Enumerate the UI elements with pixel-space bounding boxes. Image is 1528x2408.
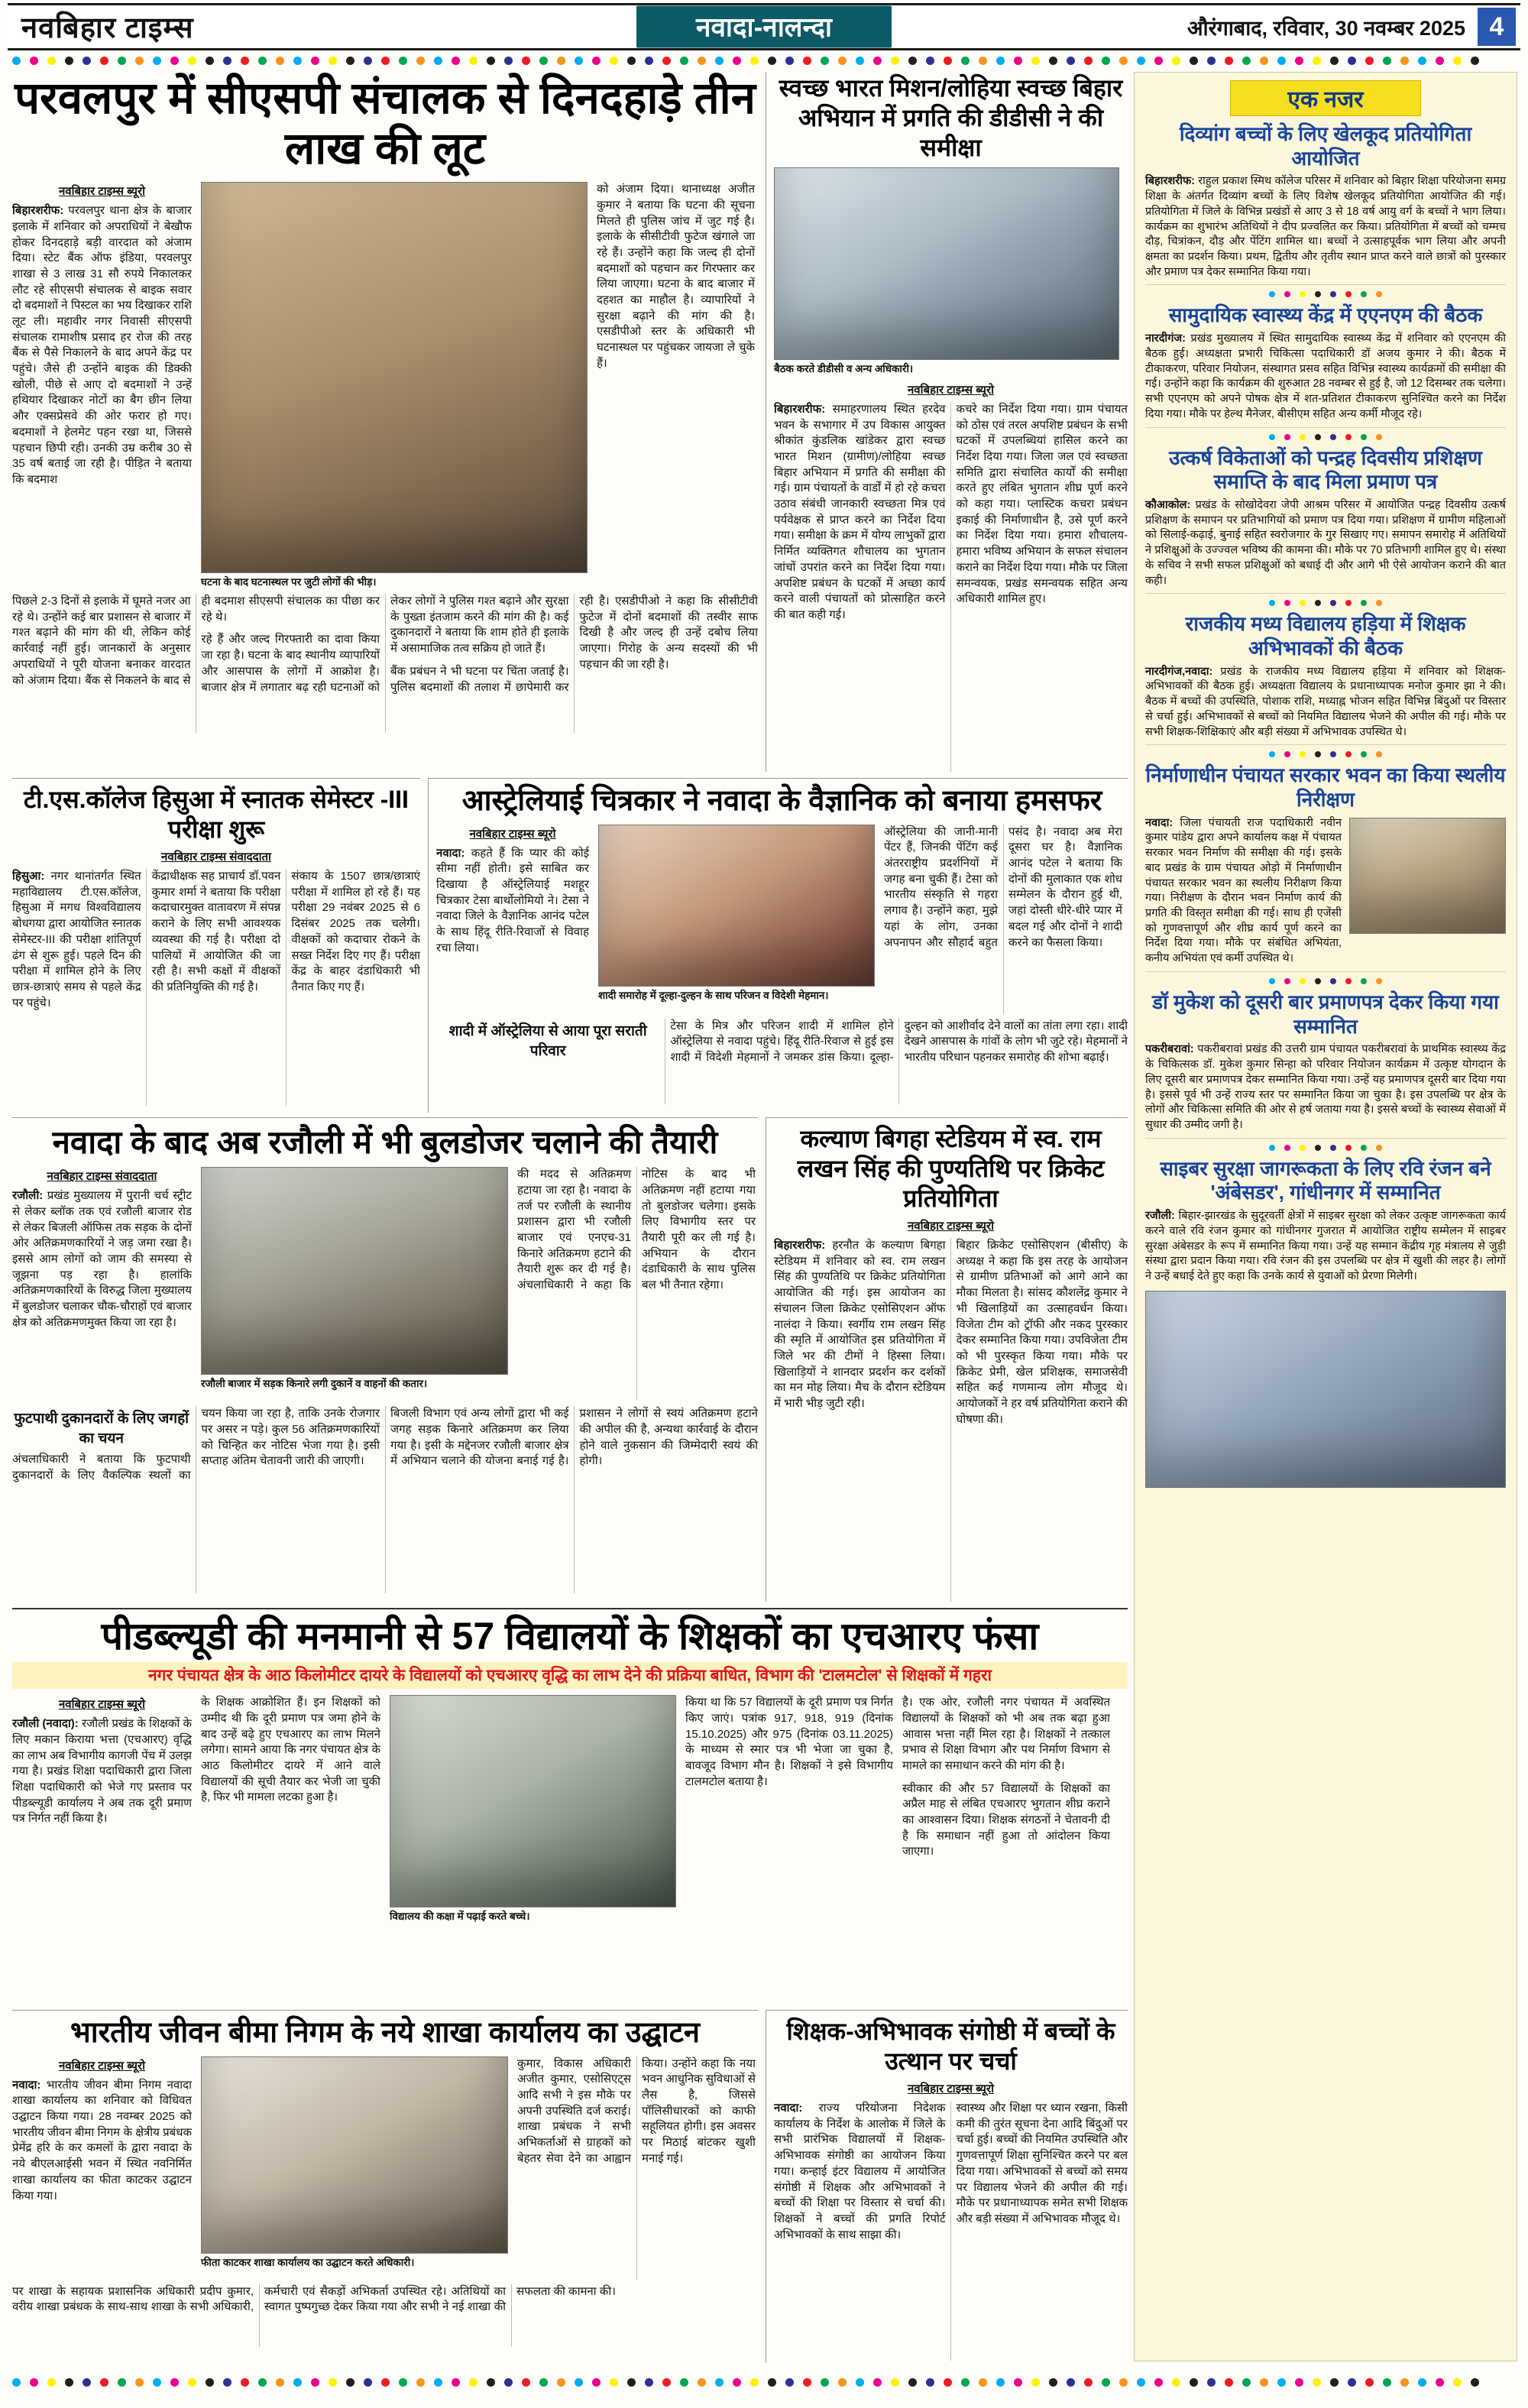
sidebar-headline: उत्कर्ष विकेताओं को पन्द्रह दिवसीय प्रशिक्षण समाप्ति के बाद मिला प्रमाण पत्र [1169,446,1482,494]
lic-photo-caption: फीता काटकर शाखा कार्यालय का उद्घाटन करते अधिकारी। [201,2256,415,2268]
sidebar-ek-nazar [1134,72,1517,2361]
sidebar-headline: निर्माणाधीन पंचायत सरकार भवन का किया स्थलीय निरीक्षण [1145,763,1506,811]
wedding-photo [598,825,875,987]
meeting-photo [774,167,1119,360]
bulldozer-body-2: की मदद से अतिक्रमण हटाया जा रहा है। नवादा के तर्ज पर रजौली के स्थानीय प्रशासन द्वारा भी रजौली बाजार एवं एनएच-31 किनारे अतिक्रमण हटाने की तैयारी शुरू कर दी गई है। अंचलाधिकारी ने कहा कि नोटिस के बाद भी अतिक्रमण नहीं हटाया गया तो बुलडोजर चलेगा। इसके लिए विभागीय स्तर पर तैयारी पूरी कर ली गई है। अभियान के दौरान दंडाधिकारी के साथ पुलिस बल भी तैनात रहेगा। [517,1168,756,1292]
sidebar-body: पकरीबरावां प्रखंड की उत्तरी ग्राम पंचायत पकरीबरावां के प्राथमिक स्वास्थ्य केंद्र के चिकित्सक डॉ. मुकेश कुमार सिन्हा को परिवार नियोजन कार्यक्रम में उत्कृष्ट योगदान के लिए दूसरी बार प्रमाणपत्र देकर सम्मानित किया गया। उन्हें यह प्रमाणपत्र दूसरी बार दिया गया है। इससे पूर्व भी उन्हें राज्य स्तर पर सम्मानित किया जा चुका है। इस उपलब्धि पर क्षेत्र के लोगों और चिकित्सा समिति की ओर से हर्ष जताया गया है। इससे बच्चों के स्वास्थ्य सेवाओं में सुधार की उम्मीद जगी है। [1145,1043,1506,1131]
sidebar-headline: राजकीय मध्य विद्यालय हड़िया में शिक्षक अभिभावकों की बैठक [1185,612,1466,660]
pwd-body-2: के शिक्षक आक्रोशित हैं। इन शिक्षकों को उम्मीद थी कि दूरी प्रमाण पत्र जमा होने के बाद उन्हें बढ़े हुए एचआरए का लाभ मिलने लगेगा। सामने आया कि नगर पंचायत क्षेत्र के आठ किलोमीटर दायरे में आने वाले विद्यालयों की सूची तैयार कर भेजी जा चुकी है, फिर भी मामला लटका हुआ है। [201,1696,380,1804]
lead-photo-caption: घटना के बाद घटनास्थल पर जुटी लोगों की भीड़। [201,576,377,588]
ts-location: हिसुआ: [12,870,45,883]
article-bulldozer [12,1117,758,1602]
sidebar-headline: डॉ मुकेश को दूसरी बार प्रमाणपत्र देकर किया गया सम्मानित [1152,990,1499,1038]
lic-headline: भारतीय जीवन बीमा निगम के नये शाखा कार्यालय का उद्घाटन [70,2017,700,2049]
dateline: औरंगाबाद, रविवार, 30 नवम्बर 2025 [1186,16,1465,40]
seminar-body-2: स्वास्थ्य और शिक्षा पर ध्यान रखना, किसी कमी की तुरंत सूचना देना आदि बिंदुओं पर चर्चा हुई। बच्चों की नियमित उपस्थिति और गुणवत्तापूर्ण शिक्षा सुनिश्चित करने पर बल दिया गया। अभिभावकों से बच्चों को समय पर विद्यालय भेजने की अपील की गई। मौके पर प्रधानाध्यापक समेत सभी शिक्षक और बड़ी संख्या में अभिभावक मौजूद थे। [956,2102,1128,2225]
lead-body-1: परवलपुर थाना क्षेत्र के बाजार इलाके में शनिवार को अपराधियों ने बेखौफ होकर दिनदहाड़े बड़ी वारदात को अंजाम दिया। स्टेट बैंक ऑफ इंडिया, परवलपुर शाखा से 3 लाख 31 सौ रुपये निकालकर लौट रहे सीएसपी संचालक से बाइक सवार दो बदमाशों ने पिस्टल का भय दिखाकर राशि लूट ली। महावीर नगर निवासी सीएसपी संचालक रामाशीष प्रसाद हर रोज की तरह बैंक से पैसे निकालने के बाद अपने केंद्र पर पहुंचे। जैसे ही उन्होंने बाइक की डिक्की खोली, पीछे से आए दो बदमाशों ने उन्हें हथियार दिखाकर नोटों का बैग छीन लिया और एक्सप्रेसवे की ओर फरार हो गए। बदमाशों ने हेलमेट पहन रखा था, जिससे पहचान छिपी रही। उनकी उम्र करीब 30 से 35 वर्ष बताई जा रही है। पीड़ित ने बताया कि बदमाश [12,204,192,486]
lead-byline: नवबिहार टाइम्स ब्यूरो [58,185,145,199]
sidebar-body: प्रखंड के राजकीय मध्य विद्यालय हड़िया में शनिवार को शिक्षक-अभिभावकों की बैठक हुई। अध्यक्षता विद्यालय के प्रधानाध्यापक मनोज कुमार झा ने की। बैठक में बच्चों की उपस्थिति, पोशाक राशि, मध्याह्न भोजन सहित विभिन्न बिंदुओं पर विस्तार से चर्चा हुई। अभिभावकों से बच्चों को नियमित विद्यालय भेजने की अपील की गई। मौके पर सभी शिक्षक-शिक्षिकाएं और बड़ी संख्या में अभिभावक उपस्थित थे। [1145,665,1506,738]
bulldozer-body-4: बिजली विभाग एवं अन्य लोगों द्वारा भी कई जगह सड़क किनारे अतिक्रमण कर लिया गया है। इसी के मद्देनजर रजौली बाजार क्षेत्र में अभियान चलाने की योजना बनाई गई है। प्रशासन ने लोगों से स्वयं अतिक्रमण हटाने की अपील की है, अन्यथा कार्रवाई के दौरान होने वाले नुकसान की जिम्मेदारी स्वयं की होगी। [390,1407,758,1468]
dots-separator [1145,1145,1506,1151]
ts-body-3: संकाय के 1507 छात्र/छात्राएं परीक्षा में शामिल हो रहे हैं। यह परीक्षा 29 नवंबर 2025 से 6 दिसंबर 2025 तक चलेगी। वीक्षकों को कदाचार रोकने के सख्त निर्देश दिए गए हैं। परीक्षा केंद्र के बाहर दंडाधिकारी भी तैनात किए गए हैं। [291,870,420,993]
bulldozer-photo-caption: रजौली बाजार में सड़क किनारे लगी दुकानें व वाहनों की कतार। [201,1378,428,1390]
bulldozer-body-1: प्रखंड मुख्यालय में पुरानी चर्च स्ट्रीट से लेकर ब्लॉक तक एवं रजौली बाजार रोड से लेकर बिजली ऑफिस तक सड़क के दोनों ओर अतिक्रमणकारियों ने जड़ जमा रखा है। इससे आम लोगों को जाम की समस्या से जूझना पड़ रहा है। हालांकि अतिक्रमणकारियों के विरुद्ध जिला मुख्यालय में बुलडोजर चलाकर चौक-चौराहों एवं बाजार क्षेत्र को अतिक्रमणमुक्त किया जा रहा है। [12,1189,192,1329]
bulldozer-headline: नवादा के बाद अब रजौली में भी बुलडोजर चलाने की तैयारी [52,1124,718,1160]
swachh-location: बिहारशरीफ: [774,402,826,416]
sidebar-body: बिहार-झारखंड के सुदूरवर्ती क्षेत्रों में साइबर सुरक्षा को लेकर उत्कृष्ट जागरूकता कार्य करने वाले रवि रंजन कुमार को गांधीनगर गुजरात में आयोजित राष्ट्रीय सम्मेलन में साइबर सुरक्षा अंबेसडर के रूप में सम्मानित किया गया। उन्हें यह सम्मान केंद्रीय गृह मंत्रालय से जुड़ी संस्था द्वारा प्रदान किया गया। रवि रंजन की इस उपलब्धि पर क्षेत्र में खुशी की लहर है। लोगों ने उन्हें बधाई देते हुए कहा कि उनके कार्य से युवाओं को प्रेरणा मिलेगी। [1145,1210,1506,1282]
pwd-byline: नवबिहार टाइम्स ब्यूरो [58,1698,145,1712]
australia-subhead: शादी में ऑस्ट्रेलिया से आया पूरा सराती परिवार [448,1023,647,1059]
sidebar-body: जिला पंचायती राज पदाधिकारी नवीन कुमार पांडेय द्वारा अपने कार्यालय कक्ष में पंचायत सरकार भवन निर्माण की समीक्षा की गई। इसके बाद प्रखंड के ग्राम पंचायत ओड़ो में निर्माणाधीन पंचायत सरकार भवन का स्थलीय निरीक्षण किया गया। निरीक्षण के दौरान भवन निर्माण कार्य की प्रगति की विस्तृत समीक्षा की गई। साथ ही एजेंसी को गुणवत्तापूर्ण और शीघ्र कार्य पूर्ण करने का निर्देश दिया गया। मौके पर संबंधित अभियंता, कनीय अभियंता एवं कर्मी उपस्थित थे। [1145,816,1342,965]
sidebar-location: रजौली: [1145,1210,1175,1223]
article-pwd-hra [12,1608,1128,2004]
article-lic [12,2010,758,2363]
lic-body-2: कुमार, विकास अधिकारी अजीत कुमार, एसोसिएट्स आदि सभी ने इस मौके पर अपनी उपस्थिति दर्ज कराई। शाखा प्रबंधक ने सभी अभिकर्ताओं से ग्राहकों को बेहतर सेवा देने का आह्वान किया। उन्होंने कहा कि नया भवन आधुनिक सुविधाओं से लैस है, जिससे पॉलिसीधारकों को काफी सहूलियत होगी। इस अवसर पर मिठाई बांटकर खुशी मनाई गई। [517,2056,756,2165]
classroom-photo [390,1695,676,1907]
lead-body-4: रहे हैं और जल्द गिरफ्तारी का दावा किया जा रहा है। घटना के बाद स्थानीय व्यापारियों और आसपास के लोगों में आक्रोश है। बाजार क्षेत्र में लगातार बढ़ रही घटनाओं को लेकर लोगों ने पुलिस गश्त बढ़ाने और सुरक्षा के पुख्ता इंतजाम करने की मांग की है। कई दुकानदारों ने बताया कि शाम होते ही इलाके में असामाजिक तत्व सक्रिय हो जाते हैं। [201,595,569,694]
lic-photo [201,2056,508,2254]
australia-photo-caption: शादी समारोह में दूल्हा-दुल्हन के साथ परिजन व विदेशी मेहमान। [598,989,829,1001]
sidebar-item-anm-baithak [1145,303,1506,427]
article-cricket [766,1117,1128,1602]
pwd-photo-caption: विद्यालय की कक्षा में पढ़ाई करते बच्चे। [390,1911,530,1923]
sidebar-location: कौआकोल: [1145,498,1191,511]
article-swachh [766,72,1128,772]
australia-byline: नवबिहार टाइम्स ब्यूरो [469,827,556,841]
australia-headline: आस्ट्रेलियाई चित्रकार ने नवादा के वैज्ञानिक को बनाया हमसफर [461,785,1102,817]
lead-body-2: को अंजाम दिया। थानाध्यक्ष अजीत कुमार ने बताया कि घटना की सूचना मिलते ही पुलिस जांच में जुट गई है। इलाके के सीसीटीवी फुटेज खंगाले जा रहे हैं। उन्होंने कहा कि जल्द ही दोनों बदमाशों को पहचान कर गिरफ्तार कर लिया जाएगा। घटना के बाद बाजार में दहशत का माहौल है। व्यापारियों ने सुरक्षा बढ़ाने की मांग की है। एसडीपीओ स्तर के अधिकारी भी घटनास्थल पर पहुंचकर जायजा ले चुके हैं। [597,183,755,370]
australia-body-2: ऑस्ट्रेलिया की जानी-मानी पेंटर हैं, जिनकी पेंटिंग कई अंतरराष्ट्रीय प्रदर्शनियों में जगह बना चुकी हैं। टेसा को भारतीय संस्कृति से गहरा लगाव है। उन्होंने कहा, मुझे यहां के लोग, उनका अपनापन और सौहार्द बहुत पसंद है। नवादा अब मेरा दूसरा घर है। वैज्ञानिक आनंद पटेल ने बताया कि दोनों की मुलाकात एक शोध सम्मेलन के दौरान हुई थी, जहां दोस्ती धीरे-धीरे प्यार में बदल गई और दोनों ने शादी करने का फैसला किया। [884,825,1122,949]
dots-separator [1145,291,1506,297]
lead-headline: परवलपुर में सीएसपी संचालक से दिनदहाड़े तीन लाख की लूट [15,73,756,174]
bulldozer-byline: नवबिहार टाइम्स संवाददाता [47,1170,157,1184]
color-dots-bottom [12,2378,1479,2387]
sidebar-location: नारदीगंज: [1145,332,1186,345]
cricket-location: बिहारशरीफ: [774,1239,826,1253]
seminar-location: नवादा: [774,2102,803,2115]
lead-body-3: पिछले 2-3 दिनों से इलाके में घूमते नजर आ रहे थे। उन्होंने कई बार प्रशासन से बाजार में गश्त बढ़ाने की मांग की थी, लेकिन कोई कार्रवाई नहीं हुई। जानकारों के अनुसार अपराधियों ने पूरी योजना बनाकर वारदात को अंजाम दिया। बैंक से निकलने के बाद से ही बदमाश सीएसपी संचालक का पीछा कर रहे थे। [12,595,380,687]
sidebar-location: पकरीबरावां: [1145,1043,1194,1056]
cricket-headline: कल्याण बिगहा स्टेडियम में स्व. राम लखन सिंह की पुण्यतिथि पर क्रिकेट प्रतियोगिता [797,1125,1105,1213]
paper-name: नवबिहार टाइम्स [21,12,194,44]
sidebar-location: नारदीगंज,नवादा: [1145,665,1213,678]
pwd-location: रजौली (नवादा): [12,1717,79,1731]
masthead [8,3,1520,50]
pwd-body-5: स्वीकार की और 57 विद्यालयों के शिक्षकों का अप्रैल माह से लंबित एचआरए भुगतान शीघ्र कराने का आश्वासन दिया। शिक्षक संगठनों ने चेतावनी दी है कि समाधान नहीं हुआ तो आंदोलन किया जाएगा। [902,1781,1110,1859]
article-seminar [766,2010,1128,2363]
ts-body-1: नगर थानांतर्गत स्थित महाविद्यालय टी.एस.कॉलेज, हिसुआ में मगध विश्वविद्यालय बोधगया द्वारा आयोजित स्नातक सेमेस्टर-III की परीक्षा शांतिपूर्ण ढंग से शुरू हुई। पहले दिन की परीक्षा में शामिल होने के लिए छात्र-छात्राएं समय से पहले केंद्र पर पहुंचे। [12,870,141,1010]
seminar-byline: नवबिहार टाइम्स ब्यूरो [907,2082,994,2096]
lead-photo [201,182,588,573]
ts-byline: नवबिहार टाइम्स संवाददाता [161,851,271,864]
swachh-headline: स्वच्छ भारत मिशन/लोहिया स्वच्छ बिहार अभियान में प्रगति की डीडीसी ने की समीक्षा [779,74,1123,162]
ts-headline: टी.एस.कॉलेज हिसुआ में स्नातक सेमेस्टर -III परीक्षा शुरू [24,786,409,844]
sidebar-headline: दिव्यांग बच्चों के लिए खेलकूद प्रतियोगिता आयोजित [1179,122,1472,170]
sidebar-body: प्रखंड मुख्यालय में स्थित सामुदायिक स्वास्थ्य केंद्र में शनिवार को एएनएम की बैठक हुई। अध्यक्षता प्रभारी चिकित्सा पदाधिकारी डॉ अजय कुमार ने की। बैठक में टीकाकरण, परिवार नियोजन, संस्थागत प्रसव सहित विभिन्न स्वास्थ्य कार्यक्रमों की समीक्षा की गई। उन्होंने कहा कि कार्यक्रम की शुरुआत 28 नवम्बर से हुई है, जो 12 दिसम्बर तक चलेगा। सभी एएनएम को अपने पोषक क्षेत्र में शत-प्रतिशत टीकाकरण सुनिश्चित करने का निर्देश दिया गया। मौके पर हेल्थ मैनेजर, बीसीएम सहित अन्य कर्मी मौजूद रहे। [1145,332,1506,420]
lic-body-1: भारतीय जीवन बीमा निगम नवादा शाखा कार्यालय का शनिवार को विधिवत उद्घाटन किया गया। 28 नवम्बर 2025 को भारतीय जीवन बीमा निगम के क्षेत्रीय प्रबंधक प्रेमेंद्र हरि के कर कमलों के द्वारा नवादा के नये बीएलआईसी भवन में स्थित नवनिर्मित शाखा कार्यालय का फीता काटकर उद्घाटन किया गया। [12,2078,192,2202]
lic-byline: नवबिहार टाइम्स ब्यूरो [58,2059,145,2073]
pwd-body-4: है। एक ओर, रजौली नगर पंचायत में अवस्थित विद्यालयों के शिक्षकों को भी अब तक बढ़ा हुआ आवास भत्ता नहीं मिल रहा है। शिक्षकों ने तत्काल प्रभाव से शिक्षा विभाग और पथ निर्माण विभाग से मामले का समाधान करने की मांग की है। [902,1696,1110,1773]
edition-badge: नवादा-नालन्दा [636,6,892,48]
sidebar-item-hadiya-baithak [1145,612,1506,745]
dots-separator [1145,434,1506,440]
pwd-body-3: किया था कि 57 विद्यालयों के दूरी प्रमाण पत्र निर्गत किए जाएं। पत्रांक 917, 918, 919 (दिनांक 15.10.2025) और 975 (दिनांक 03.11.2025) के माध्यम से स्मार पत्र भी भेजा जा चुका है, बावजूद विभाग मौन है। शिक्षकों ने इसे विभागीय टालमटोल बताया है। [685,1696,893,1788]
pwd-subhead: नगर पंचायत क्षेत्र के आठ किलोमीटर दायरे के विद्यालयों को एचआरए वृद्धि का लाभ देने की प्रक्रिया बाधित, विभाग की 'टालमटोल' से शिक्षकों में गहरा [12,1662,1128,1689]
swachh-byline: नवबिहार टाइम्स ब्यूरो [907,383,994,397]
sidebar-headline: साइबर सुरक्षा जागरूकता के लिए रवि रंजन बने 'अंबेसडर', गांधीनगर में सम्मानित [1160,1156,1491,1204]
swachh-body-2: कचरे का निर्देश दिया गया। ग्राम पंचायत को ठोस एवं तरल अपशिष्ट प्रबंधन के सभी घटकों में उपलब्धियां हासिल करने का निर्देश दिया गया। जिला जल एवं स्वच्छता समिति द्वारा संचालित कार्यों की समीक्षा करते हुए लंबित भुगतान शीघ्र पूर्ण करने को कहा गया। प्लास्टिक कचरा प्रबंधन इकाई की निर्माणाधीन है, उसे पूर्ण करने का निर्देश दिया गया। हमारा शौचालय-हमारा भविष्य अभियान के सफल संचालन कराने का निर्देश दिया गया। मौके पर जिला समन्वयक, प्रखंड समन्वयक सहित अन्य अधिकारी शामिल हुए। [956,402,1128,606]
ts-body-2: केंद्राधीक्षक सह प्राचार्य डॉ.पवन कुमार शर्मा ने बताया कि परीक्षा कदाचारमुक्त वातावरण में संपन्न कराने के लिए सभी आवश्यक व्यवस्था की गई है। परीक्षा दो पालियों में आयोजित की जा रही है। सभी कक्षों में वीक्षकों की प्रतिनियुक्ति की गई है। [151,870,281,993]
swachh-body-1: समाहरणालय स्थित हरदेव भवन के सभागार में उप विकास आयुक्त श्रीकांत कुंडलिक खांडेकर द्वारा स्वच्छ भारत मिशन (ग्रामीण)/लोहिया स्वच्छ बिहार अभियान में प्रगति की समीक्षा की गई। ग्राम पंचायतों के वार्डों में हो रहे कचरा उठाव संबंधी जानकारी स्वच्छता मित्र एवं पर्यवेक्षक से प्राप्त करने का निर्देश दिया गया। समीक्षा के क्रम में योग्य लाभुकों द्वारा निर्मित व्यक्तिगत शौचालय का भुगतान जांचों उपरांत करने का निर्देश दिया गया। अपशिष्ट प्रबंधन के घटकों में अच्छा कार्य करने वाली पंचायतों को प्रोत्साहित करने की बात कही गई। [774,402,946,621]
dots-separator [1145,751,1506,757]
sidebar-item-panchayat-bhavan [1145,763,1506,972]
article-australia-wedding [428,778,1128,1113]
lic-body-3: पर शाखा के सहायक प्रशासनिक अधिकारी प्रदीप कुमार, वरीय शाखा प्रबंधक के साथ-साथ शाखा के सभी अधिकारी, कर्मचारी एवं सैकड़ों अभिकर्ता उपस्थित रहे। अतिथियों का स्वागत पुष्पगुच्छ देकर किया गया और सभी ने नई शाखा की सफलता की कामना की। [12,2284,616,2314]
sidebar-location: नवादा: [1145,816,1174,829]
lead-body-5: बैंक प्रबंधन ने भी घटना पर चिंता जताई है। पुलिस बदमाशों की तलाश में छापेमारी कर रही है। एसडीपीओ ने कहा कि सीसीटीवी फुटेज में दोनों बदमाशों की तस्वीर साफ दिखी है और जल्द ही उन्हें दबोच लिया जाएगा। गिरोह के अन्य सदस्यों की भी पहचान की जा रही है। [390,595,758,694]
sidebar-location: बिहारशरीफ: [1145,175,1195,188]
article-lead [12,72,758,772]
color-dots-top [12,57,1479,65]
australia-body-3: टेसा के मित्र और परिजन शादी में शामिल होने ऑस्ट्रेलिया से नवादा पहुंचे। हिंदू रीति-रिवाज से हुई इस शादी में विदेशी मेहमानों ने जमकर डांस किया। दूल्हा-दुल्हन को आशीर्वाद देने वालों का तांता लगा रहा। शादी देखने आसपास के गांवों के लोग भी जुटे रहे। मेहमानों ने भारतीय परिधान पहनकर समारोह की शोभा बढ़ाई। [670,1019,1128,1065]
panchayat-bhavan-photo [1349,818,1506,934]
sidebar-item-utkarsh [1145,446,1506,595]
sidebar-body: राहुल प्रकाश स्मिथ कॉलेज परिसर में शनिवार को बिहार शिक्षा परियोजना समग्र शिक्षा के अंतर्गत दिव्यांग बच्चों के लिए विशेष खेलकूद प्रतियोगिता आयोजित की गई। प्रतियोगिता में जिले के विभिन्न प्रखंडों से आए 3 से 18 वर्ष आयु वर्ग के बच्चों ने भाग लिया। कार्यक्रम का शुभारंभ अतिथियों ने दीप प्रज्वलित कर किया। प्रतियोगिता में बच्चों को चम्मच दौड़, चित्रांकन, दौड़ और पेंटिंग शामिल था। बच्चों ने उत्साहपूर्वक भाग लिया और अपनी क्षमता का प्रदर्शन किया। प्रथम, द्वितीय और तृतीय स्थान प्राप्त करने वाले छात्रों को पुरस्कार और प्रमाण पत्र देकर सम्मानित किया गया। [1145,175,1507,278]
bulldozer-location: रजौली: [12,1189,44,1203]
lic-location: नवादा: [12,2078,41,2092]
dots-separator [1145,600,1506,606]
cricket-body-1: हरनौत के कल्याण बिगहा स्टेडियम में शनिवार को स्व. राम लखन सिंह की पुण्यतिथि पर क्रिकेट प्रतियोगिता आयोजित की गई। इस आयोजन का संचालन जिला क्रिकेट एसोसिएशन ऑफ नालंदा ने किया। स्वर्गीय राम लखन सिंह की स्मृति में आयोजित इस प्रतियोगिता में जिले भर की टीमों ने हिस्सा लिया। खिलाड़ियों ने शानदार प्रदर्शन कर दर्शकों का मन मोह लिया। मैच के दौरान स्टेडियम में भारी भीड़ जुटी रही। [774,1239,946,1410]
bulldozer-body-3: अंचलाधिकारी ने बताया कि फुटपाथी दुकानदारों के लिए वैकल्पिक स्थलों का चयन किया जा रहा है, ताकि उनके रोजगार पर असर न पड़े। कुल 56 अतिक्रमणकारियों को चिन्हित कर नोटिस भेजा गया है। इसी सप्ताह अंतिम चेतावनी जारी की जाएगी। [12,1407,380,1482]
sidebar-title: एक नजर [1230,80,1421,116]
australia-location: नवादा: [436,846,465,860]
page-number: 4 [1478,8,1516,46]
pwd-headline: पीडब्ल्यूडी की मनमानी से 57 विद्यालयों के शिक्षकों का एचआरए फंसा [101,1615,1039,1658]
sidebar-item-cyber-suraksha [1145,1157,1506,1492]
sidebar-headline: सामुदायिक स्वास्थ्य केंद्र में एएनएम की बैठक [1168,303,1483,327]
cricket-byline: नवबिहार टाइम्स ब्यूरो [907,1220,994,1233]
bulldozer-subhead: फुटपाथी दुकानदारों के लिए जगहों का चयन [14,1411,189,1447]
award-photo [1145,1291,1506,1488]
article-ts-college [12,778,420,1113]
street-photo [201,1167,508,1375]
sidebar-item-dr-mukesh [1145,990,1506,1139]
lead-location: बिहारशरीफ: [12,204,64,218]
australia-body-1: कहते हैं कि प्यार की कोई सीमा नहीं होती। इसे साबित कर दिखाया है ऑस्ट्रेलियाई मशहूर चित्रकार टेसा बार्थोलोमियो ने। टेसा ने नवादा जिले के वैज्ञानिक आनंद पटेल के साथ हिंदू रीति-रिवाजों से विवाह रचा लिया। [436,846,589,954]
swachh-photo-caption: बैठक करते डीडीसी व अन्य अधिकारी। [774,363,914,375]
seminar-headline: शिक्षक-अभिभावक संगोष्ठी में बच्चों के उत्थान पर चर्चा [786,2017,1115,2076]
pwd-body-1: रजौली प्रखंड के शिक्षकों के लिए मकान किराया भत्ता (एचआरए) वृद्धि का लाभ अब विभागीय कागजी पेंच में उलझ गया है। प्रखंड शिक्षा पदाधिकारी द्वारा जिला शिक्षा पदाधिकारी को भेजे गए प्रस्ताव पर पीडब्ल्यूडी कार्यालय ने अब तक दूरी प्रमाण पत्र निर्गत नहीं किया है। [12,1717,192,1826]
seminar-body-1: राज्य परियोजना निदेशक कार्यालय के निर्देश के आलोक में जिले के सभी प्रारंभिक विद्यालयों में शिक्षक-अभिभावक संगोष्ठी का आयोजन किया गया। कन्हाई इंटर विद्यालय में आयोजित संगोष्ठी में शिक्षक और अभिभावकों ने बच्चों की शिक्षा पर विस्तार से चर्चा की। शिक्षकों ने बच्चों की प्रगति रिपोर्ट अभिभावकों के साथ साझा की। [774,2102,946,2241]
dots-separator [1145,978,1506,984]
cricket-body-2: बिहार क्रिकेट एसोसिएशन (बीसीए) के अध्यक्ष ने कहा कि इस तरह के आयोजन से ग्रामीण प्रतिभाओं को आगे आने का मौका मिलता है। सांसद कौशलेंद्र कुमार ने भी खिलाड़ियों का उत्साहवर्धन किया। विजेता टीम को ट्रॉफी और नकद पुरस्कार देकर सम्मानित किया गया। उपविजेता टीम को भी पुरस्कृत किया गया। मौके पर क्रिकेट प्रेमी, खेल प्रशिक्षक, समाजसेवी सहित कई गणमान्य लोग मौजूद थे। आयोजकों ने हर वर्ष प्रतियोगिता कराने की घोषणा की। [956,1239,1128,1426]
sidebar-item-khelkud [1145,122,1506,285]
sidebar-body: प्रखंड के सोखोदेवरा जेपी आश्रम परिसर में आयोजित पन्द्रह दिवसीय उत्कर्ष प्रशिक्षण के समापन पर प्रतिभागियों को प्रमाण पत्र दिया गया। प्रशिक्षण में ग्रामीण महिलाओं को सिलाई-कढ़ाई, बुनाई सहित स्वरोजगार के गुर सिखाए गए। समापन समारोह में अतिथियों ने प्रशिक्षुओं के उज्ज्वल भविष्य की कामना की। मौके पर 70 प्रतिभागी शामिल हुए थे। संस्था के सचिव ने सभी सफल प्रशिक्षुओं को बधाई दी और आगे भी ऐसे आयोजन कराने की बात कही। [1145,498,1507,587]
